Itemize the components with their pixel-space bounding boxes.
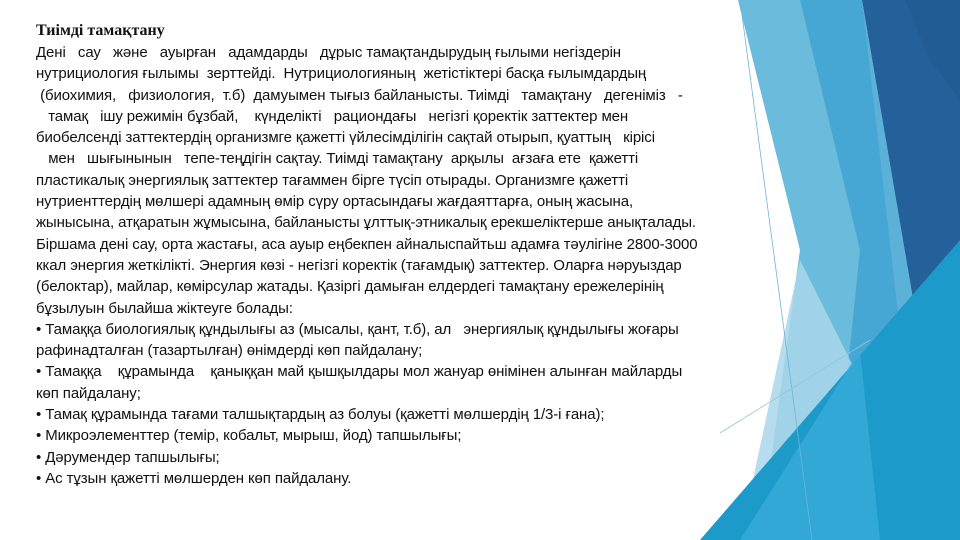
body-text-line: нутриенттердің мөлшері адамның өмір сүру ортасындағы жағдаяттарға, оның жасына, — [36, 193, 634, 211]
bullet-item: • Тамаққа құрамында қаныққан май қышқылдары мол жануар өнімінен алынған майларды — [36, 363, 683, 381]
body-text-line: (биохимия, физиология, т.б) дамуымен тығыз байланысты. Тиімді тамақтану дегеніміз - — [36, 86, 683, 104]
body-text-line: биобелсенді заттектердің организмге қажетті үйлесімділігін сақтай отырып, қуаттың кірісі — [36, 129, 655, 147]
slide-body — [36, 42, 796, 489]
bullet-item: • Ас тұзын қажетті мөлшерден көп пайдалану. — [36, 469, 352, 487]
slide-title: Тиімді тамақтану — [36, 22, 165, 39]
body-text-line: бұзылуын былайша жіктеуге болады: — [36, 299, 293, 317]
bullet-item: • Микроэлементтер (темір, кобальт, мырыш, йод) тапшылығы; — [36, 427, 462, 445]
body-text-line: пластикалық энергиялық заттектер тағаммен бірге түсіп отырады. Организмге қажетті — [36, 171, 629, 189]
bullet-item: • Дәрумендер тапшылығы; — [36, 448, 220, 466]
body-text-line: көп пайдалану; — [36, 384, 141, 402]
body-text-line: рафинадталған (тазартылған) өнімдерді көп пайдалану; — [36, 342, 423, 360]
bullet-item: • Тамақ құрамында тағами талшықтардың аз болуы (қажетті мөлшердің 1/3-і ғана); — [36, 406, 605, 424]
bullet-item: • Тамаққа биологиялық құндылығы аз (мысалы, қант, т.б), ал энергиялық құндылығы жоғары — [36, 320, 679, 338]
body-text-line: нутрициология ғылымы зерттейді. Нутрициологияның жетістіктері басқа ғылымдардың — [36, 65, 647, 83]
body-text-line: жынысына, атқаратын жұмысына, байланысты ұлттық-этникалық ерекшеліктерше анықталады. — [36, 214, 696, 232]
body-text-line: (белоктар), майлар, көмірсулар жатады. Қазіргі дамыған елдердегі тамақтану ережелерінің — [36, 278, 664, 296]
body-text-line: тамақ ішу режимін бұзбай, күнделікті рациондағы негізгі қоректік заттектер мен — [36, 107, 629, 125]
slide-content — [36, 20, 796, 489]
body-text-line: Біршама дені сау, орта жастағы, аса ауыр еңбекпен айналыспайтьш адамға тәулігіне 2800-3000 — [36, 235, 698, 253]
body-text-line: ккал энергия жеткілікті. Энергия көзі - негізгі коректік (тағамдық) заттектер. Оларға нәруыздар — [36, 256, 682, 274]
body-text-line: мен шығынынын тепе-теңдігін сақтау. Тиімді тамақтану арқылы ағзаға ете қажетті — [36, 150, 639, 168]
body-text-line: Дені сау және ауырған адамдарды дұрыс тамақтандырудың ғылыми негіздерін — [36, 44, 621, 61]
